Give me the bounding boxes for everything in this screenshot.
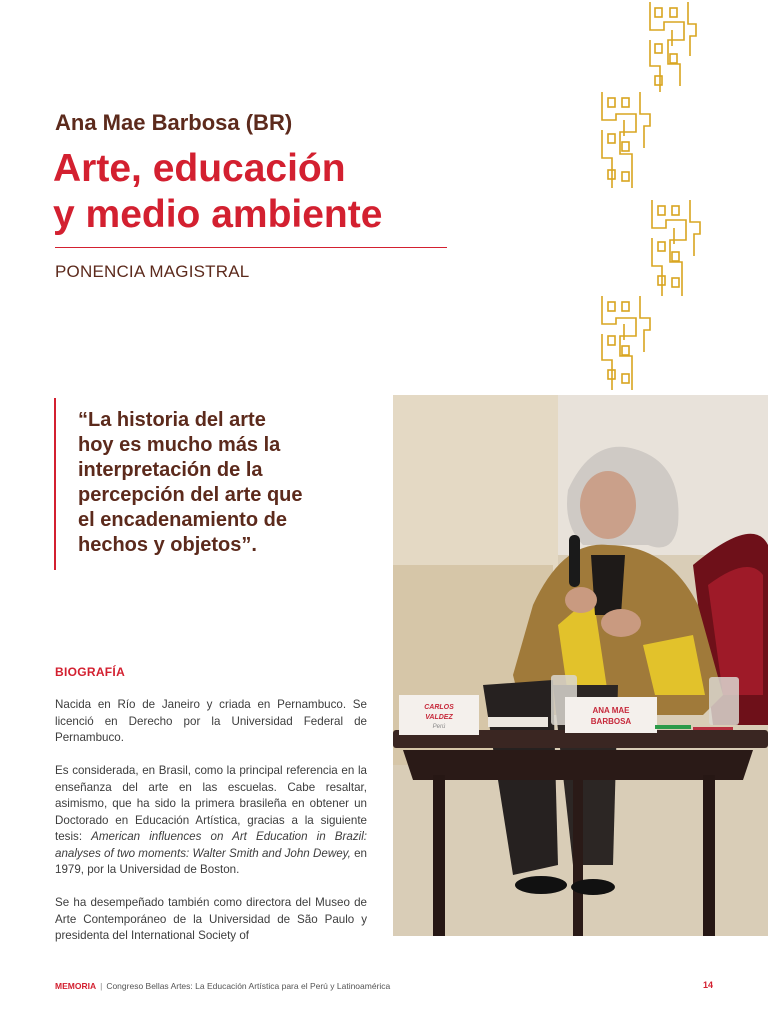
- quote-line: el encadenamiento de: [78, 509, 287, 531]
- quote-line: percepción del arte que: [78, 484, 303, 506]
- title-line-1: Arte, educación: [53, 147, 346, 190]
- footer-text: Congreso Bellas Artes: La Educación Artística para el Perú y Latinoamérica: [106, 981, 391, 991]
- decorative-pattern-ornament: [583, 0, 768, 395]
- page-number: 14: [703, 980, 714, 990]
- bio-paragraph-1: Nacida en Río de Janeiro y criada en Pernambuco. Se licenció en Derecho por la Universidad Federal de Pernambuco.: [55, 698, 367, 744]
- page-title: [53, 146, 473, 238]
- name-card-right-line-1: ANA MAE: [592, 706, 630, 715]
- name-card-left-line-3: Perú: [432, 724, 446, 730]
- bio-p2-end: en 1979, por la Universidad de Boston.: [55, 846, 367, 876]
- title-line-2: y medio ambiente: [53, 193, 383, 236]
- footer-separator: |: [100, 981, 103, 991]
- title-divider: [55, 247, 447, 248]
- page-footer: [55, 981, 390, 991]
- quote-line: “La historia del arte: [78, 409, 266, 431]
- name-card-left-line-1: CARLOS: [424, 704, 454, 711]
- speaker-photo: [393, 395, 768, 936]
- bio-paragraph-3: Se ha desempeñado también como directora del Museo de Arte Contemporáneo de la Universidad de São Paulo y presidenta del International Society of: [55, 896, 367, 942]
- name-card-right-line-2: BARBOSA: [590, 717, 632, 726]
- quote-line: hoy es mucho más la: [78, 434, 281, 456]
- author-name: Ana Mae Barbosa (BR): [55, 110, 293, 135]
- quote-line: hechos y objetos”.: [78, 534, 257, 556]
- footer-memoria: MEMORIA: [55, 981, 97, 991]
- biography-heading: BIOGRAFÍA: [55, 665, 126, 679]
- biography-text: [55, 697, 367, 961]
- quote-line: interpretación de la: [78, 459, 263, 481]
- subtitle: PONENCIA MAGISTRAL: [55, 262, 250, 281]
- name-card-left-line-2: VALDEZ: [425, 714, 453, 721]
- pull-quote: [78, 408, 368, 558]
- bio-p2-text: Es considerada, en Brasil, como la principal referencia en la enseñanza del arte en las escuelas. Cabe resaltar, asimismo, que ha sido la primera brasileña en obtener un Doctorado en Educación Artística, gracias a la siguiente tesis:: [55, 764, 367, 843]
- bio-paragraph-2: [55, 763, 367, 879]
- quote-accent-bar: [54, 398, 56, 570]
- speaker-photo-illustration: [393, 395, 768, 936]
- thesis-title: American influences on Art Education in Brazil: analyses of two moments: Walter Smith and John Dewey,: [55, 830, 367, 860]
